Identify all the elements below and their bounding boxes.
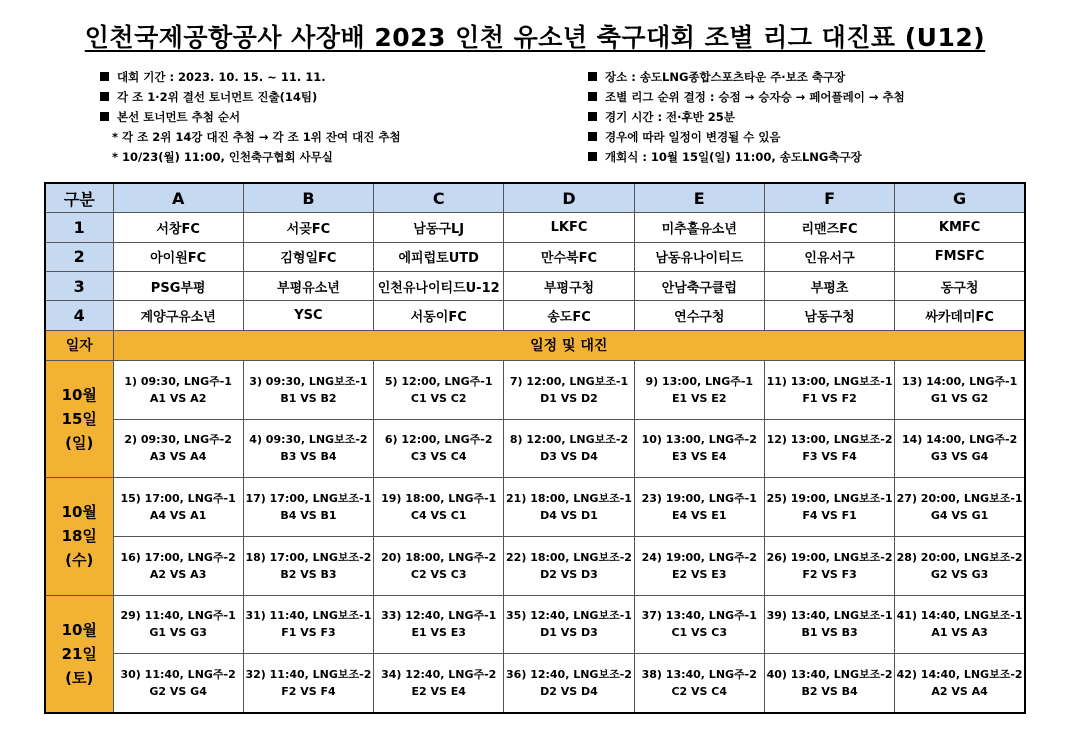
match-row (45, 536, 1025, 595)
info-right-line (588, 147, 905, 167)
date-line: 10월 (61, 386, 97, 405)
match-pairing: G4 VS G1 (930, 509, 989, 523)
match-pairing: D1 VS D3 (540, 626, 598, 640)
group-header-cell: E (634, 183, 764, 213)
match-pairing: D1 VS D2 (540, 391, 598, 405)
date-cell (45, 595, 113, 713)
match-row (45, 654, 1025, 713)
match-cell (113, 419, 243, 478)
team-name-cell: 인유서구 (764, 242, 894, 271)
group-header-cell: A (113, 183, 243, 213)
match-pairing: F2 VS F4 (281, 685, 336, 699)
info-text: 개회식 : 10월 15일(일) 11:00, 송도LNG축구장 (605, 150, 862, 164)
match-time-venue: 6) 12:00, LNG주-2 (384, 433, 493, 447)
match-time-venue: 12) 13:00, LNG보조-2 (766, 433, 893, 447)
info-text: 장소 : 송도LNG종합스포츠타운 주·보조 축구장 (605, 70, 846, 84)
match-cell (634, 478, 764, 537)
match-row (45, 419, 1025, 478)
team-name-cell: 부평구청 (504, 271, 634, 300)
match-cell (374, 595, 504, 654)
match-time-venue: 34) 12:40, LNG주-2 (381, 668, 497, 682)
team-name-cell: 남동구청 (764, 301, 894, 330)
team-row (45, 271, 1025, 300)
info-text: 본선 토너먼트 추첨 순서 (117, 110, 241, 124)
match-pairing: B4 VS B1 (280, 509, 337, 523)
info-left-line (100, 147, 401, 167)
match-pairing: B2 VS B3 (280, 567, 337, 581)
team-name-cell: PSG부평 (113, 271, 243, 300)
match-cell (895, 419, 1025, 478)
match-time-venue: 32) 11:40, LNG보조-2 (245, 668, 372, 682)
team-name-cell: 인천유나이티드U-12 (374, 271, 504, 300)
match-time-venue: 27) 20:00, LNG보조-1 (896, 492, 1023, 506)
group-header-cell: B (243, 183, 373, 213)
info-text: 대회 기간 : 2023. 10. 15. ~ 11. 11. (117, 70, 326, 84)
match-cell (113, 595, 243, 654)
match-pairing: F4 VS F1 (802, 509, 857, 523)
match-cell (895, 536, 1025, 595)
info-text: * 각 조 2위 14강 대진 추첨 → 각 조 1위 잔여 대진 추첨 (112, 130, 401, 144)
info-left-line (100, 127, 401, 147)
group-header-cell: D (504, 183, 634, 213)
square-bullet-icon (100, 92, 109, 101)
match-pairing: B3 VS B4 (280, 450, 337, 464)
match-time-venue: 3) 09:30, LNG보조-1 (249, 374, 368, 388)
info-right-line (588, 127, 905, 147)
match-cell (504, 419, 634, 478)
team-name-cell: 서창FC (113, 213, 243, 242)
match-pairing: C2 VS C3 (410, 567, 467, 581)
match-time-venue: 24) 19:00, LNG주-2 (641, 550, 757, 564)
match-pairing: E1 VS E3 (411, 626, 466, 640)
date-line: 10월 (61, 620, 97, 639)
team-name-cell: 서동이FC (374, 301, 504, 330)
match-cell (113, 478, 243, 537)
date-cell (45, 360, 113, 477)
match-pairing: A4 VS A1 (149, 509, 207, 523)
info-left (100, 67, 401, 167)
group-header-cell: F (764, 183, 894, 213)
match-time-venue: 2) 09:30, LNG주-2 (124, 433, 232, 447)
match-pairing: C2 VS C4 (671, 685, 728, 699)
match-cell (243, 536, 373, 595)
match-time-venue: 14) 14:00, LNG주-2 (901, 433, 1018, 447)
match-time-venue: 9) 13:00, LNG주-1 (645, 374, 754, 388)
schedule-header-row (45, 330, 1025, 360)
match-time-venue: 29) 11:40, LNG주-1 (120, 609, 236, 623)
match-cell (634, 536, 764, 595)
match-pairing: F1 VS F2 (802, 391, 857, 405)
match-time-venue: 16) 17:00, LNG주-2 (120, 550, 236, 564)
match-time-venue: 38) 13:40, LNG주-2 (641, 668, 757, 682)
match-time-venue: 28) 20:00, LNG보조-2 (896, 550, 1023, 564)
square-bullet-icon (588, 112, 597, 121)
match-cell (504, 536, 634, 595)
match-cell (243, 654, 373, 713)
match-row (45, 595, 1025, 654)
match-time-venue: 19) 18:00, LNG주-1 (381, 492, 497, 506)
match-pairing: D3 VS D4 (540, 450, 598, 464)
date-header-cell: 일자 (45, 330, 113, 360)
info-left-line (100, 67, 401, 87)
match-time-venue: 26) 19:00, LNG보조-2 (766, 550, 893, 564)
match-time-venue: 11) 13:00, LNG보조-1 (766, 374, 893, 388)
match-cell (764, 419, 894, 478)
square-bullet-icon (588, 132, 597, 141)
team-row (45, 301, 1025, 330)
team-name-cell: 남동구LJ (374, 213, 504, 242)
square-bullet-icon (100, 72, 109, 81)
match-pairing: G1 VS G2 (930, 391, 989, 405)
info-right-line (588, 67, 905, 87)
match-pairing: B1 VS B3 (801, 626, 858, 640)
match-cell (634, 595, 764, 654)
match-cell (374, 478, 504, 537)
seed-number-cell: 2 (45, 242, 113, 271)
info-left-line (100, 107, 401, 127)
date-line: 15일 (61, 410, 97, 429)
match-pairing: E2 VS E3 (672, 567, 727, 581)
match-cell (764, 360, 894, 419)
match-cell (504, 595, 634, 654)
team-name-cell: 미추홀유소년 (634, 213, 764, 242)
match-time-venue: 15) 17:00, LNG주-1 (120, 492, 236, 506)
team-name-cell: 서곶FC (243, 213, 373, 242)
match-time-venue: 42) 14:40, LNG보조-2 (896, 668, 1023, 682)
team-name-cell: 싸카데미FC (895, 301, 1025, 330)
team-name-cell: FMSFC (895, 242, 1025, 271)
info-text: 경기 시간 : 전·후반 25분 (605, 110, 735, 124)
match-pairing: F1 VS F3 (281, 626, 336, 640)
match-cell (243, 478, 373, 537)
match-pairing: A1 VS A2 (149, 391, 207, 405)
match-cell (504, 360, 634, 419)
match-pairing: F2 VS F3 (802, 567, 857, 581)
date-cell (45, 478, 113, 595)
match-time-venue: 5) 12:00, LNG주-1 (384, 374, 493, 388)
match-pairing: B2 VS B4 (801, 685, 858, 699)
match-pairing: E2 VS E4 (411, 685, 466, 699)
match-row (45, 478, 1025, 537)
team-name-cell: 계양구유소년 (113, 301, 243, 330)
match-cell (895, 654, 1025, 713)
match-time-venue: 21) 18:00, LNG보조-1 (506, 492, 632, 506)
match-time-venue: 17) 17:00, LNG보조-1 (245, 492, 372, 506)
square-bullet-icon (588, 72, 597, 81)
info-right-line (588, 87, 905, 107)
group-header-row (45, 183, 1025, 213)
match-pairing: G3 VS G4 (930, 450, 989, 464)
match-cell (764, 654, 894, 713)
date-line: 18일 (61, 527, 97, 546)
match-cell (243, 360, 373, 419)
schedule-table (44, 182, 1026, 714)
team-name-cell: KMFC (895, 213, 1025, 242)
match-cell (374, 419, 504, 478)
team-name-cell: 부평유소년 (243, 271, 373, 300)
match-time-venue: 20) 18:00, LNG주-2 (381, 550, 497, 564)
match-cell (764, 536, 894, 595)
match-cell (374, 654, 504, 713)
team-name-cell: 만수북FC (504, 242, 634, 271)
match-pairing: A3 VS A4 (149, 450, 207, 464)
info-text: 조별 리그 순위 결정 : 승점 → 승자승 → 페어플레이 → 추첨 (605, 90, 905, 104)
date-line: (수) (65, 551, 94, 570)
match-cell (895, 595, 1025, 654)
square-bullet-icon (588, 152, 597, 161)
match-time-venue: 23) 19:00, LNG주-1 (641, 492, 757, 506)
match-pairing: G2 VS G4 (149, 685, 207, 699)
date-line: 21일 (61, 644, 97, 663)
team-name-cell: YSC (243, 301, 373, 330)
match-time-venue: 33) 12:40, LNG주-1 (381, 609, 497, 623)
match-time-venue: 13) 14:00, LNG주-1 (901, 374, 1018, 388)
match-time-venue: 41) 14:40, LNG보조-1 (896, 609, 1023, 623)
corner-cell: 구분 (45, 183, 113, 213)
match-pairing: B1 VS B2 (280, 391, 337, 405)
page-title (0, 18, 1070, 54)
team-name-cell: 동구청 (895, 271, 1025, 300)
match-cell (634, 360, 764, 419)
team-name-cell: 김형일FC (243, 242, 373, 271)
match-time-venue: 36) 12:40, LNG보조-2 (506, 668, 632, 682)
match-pairing: A2 VS A4 (931, 685, 988, 699)
match-cell (895, 478, 1025, 537)
match-row (45, 360, 1025, 419)
team-name-cell: LKFC (504, 213, 634, 242)
match-cell (634, 419, 764, 478)
match-cell (113, 536, 243, 595)
match-time-venue: 40) 13:40, LNG보조-2 (766, 668, 893, 682)
date-line: 10월 (61, 503, 97, 522)
match-cell (374, 536, 504, 595)
match-cell (764, 478, 894, 537)
match-pairing: F3 VS F4 (802, 450, 857, 464)
match-time-venue: 30) 11:40, LNG주-2 (120, 668, 236, 682)
match-pairing: G2 VS G3 (930, 567, 989, 581)
match-time-venue: 31) 11:40, LNG보조-1 (245, 609, 372, 623)
match-cell (764, 595, 894, 654)
match-pairing: A2 VS A3 (149, 567, 207, 581)
match-pairing: D2 VS D3 (540, 567, 598, 581)
match-pairing: D4 VS D1 (540, 509, 598, 523)
match-time-venue: 1) 09:30, LNG주-1 (124, 374, 232, 388)
match-cell (504, 478, 634, 537)
match-cell (113, 360, 243, 419)
match-time-venue: 4) 09:30, LNG보조-2 (249, 433, 368, 447)
match-pairing: E3 VS E4 (672, 450, 727, 464)
match-cell (504, 654, 634, 713)
match-time-venue: 39) 13:40, LNG보조-1 (766, 609, 893, 623)
match-cell (243, 419, 373, 478)
match-time-venue: 35) 12:40, LNG보조-1 (506, 609, 632, 623)
info-text: * 10/23(월) 11:00, 인천축구협회 사무실 (112, 150, 333, 164)
match-time-venue: 25) 19:00, LNG보조-1 (766, 492, 893, 506)
square-bullet-icon (100, 112, 109, 121)
match-pairing: E4 VS E1 (672, 509, 727, 523)
team-name-cell: 아이원FC (113, 242, 243, 271)
match-cell (895, 360, 1025, 419)
match-pairing: D2 VS D4 (540, 685, 598, 699)
match-cell (634, 654, 764, 713)
info-text: 각 조 1·2위 결선 토너먼트 진출(14팀) (117, 90, 318, 104)
seed-number-cell: 3 (45, 271, 113, 300)
match-cell (113, 654, 243, 713)
team-name-cell: 안남축구클럽 (634, 271, 764, 300)
info-right-line (588, 107, 905, 127)
match-time-venue: 10) 13:00, LNG주-2 (641, 433, 757, 447)
seed-number-cell: 4 (45, 301, 113, 330)
schedule-header-cell: 일정 및 대진 (113, 330, 1025, 360)
group-header-cell: C (374, 183, 504, 213)
match-cell (243, 595, 373, 654)
match-time-venue: 37) 13:40, LNG주-1 (641, 609, 757, 623)
team-name-cell: 리맨즈FC (764, 213, 894, 242)
team-name-cell: 부평초 (764, 271, 894, 300)
match-time-venue: 7) 12:00, LNG보조-1 (509, 374, 629, 388)
match-pairing: G1 VS G3 (149, 626, 207, 640)
info-text: 경우에 따라 일정이 변경될 수 있음 (605, 130, 781, 144)
match-time-venue: 22) 18:00, LNG보조-2 (506, 550, 632, 564)
match-pairing: A1 VS A3 (931, 626, 988, 640)
team-row (45, 213, 1025, 242)
team-name-cell: 송도FC (504, 301, 634, 330)
date-line: (토) (65, 668, 94, 687)
match-pairing: C3 VS C4 (410, 450, 467, 464)
team-row (45, 242, 1025, 271)
seed-number-cell: 1 (45, 213, 113, 242)
team-name-cell: 남동유나이티드 (634, 242, 764, 271)
team-name-cell: 에피럽토UTD (374, 242, 504, 271)
match-pairing: E1 VS E2 (672, 391, 727, 405)
match-pairing: C1 VS C3 (671, 626, 728, 640)
page-title-text: 인천국제공항공사 사장배 2023 인천 유소년 축구대회 조별 리그 대진표 (U12) (84, 23, 986, 52)
match-cell (374, 360, 504, 419)
match-time-venue: 18) 17:00, LNG보조-2 (245, 550, 372, 564)
info-right (588, 67, 905, 167)
match-pairing: C4 VS C1 (410, 509, 467, 523)
square-bullet-icon (588, 92, 597, 101)
team-name-cell: 연수구청 (634, 301, 764, 330)
info-left-line (100, 87, 401, 107)
match-time-venue: 8) 12:00, LNG보조-2 (509, 433, 629, 447)
match-pairing: C1 VS C2 (410, 391, 467, 405)
group-header-cell: G (895, 183, 1025, 213)
date-line: (일) (65, 434, 94, 453)
